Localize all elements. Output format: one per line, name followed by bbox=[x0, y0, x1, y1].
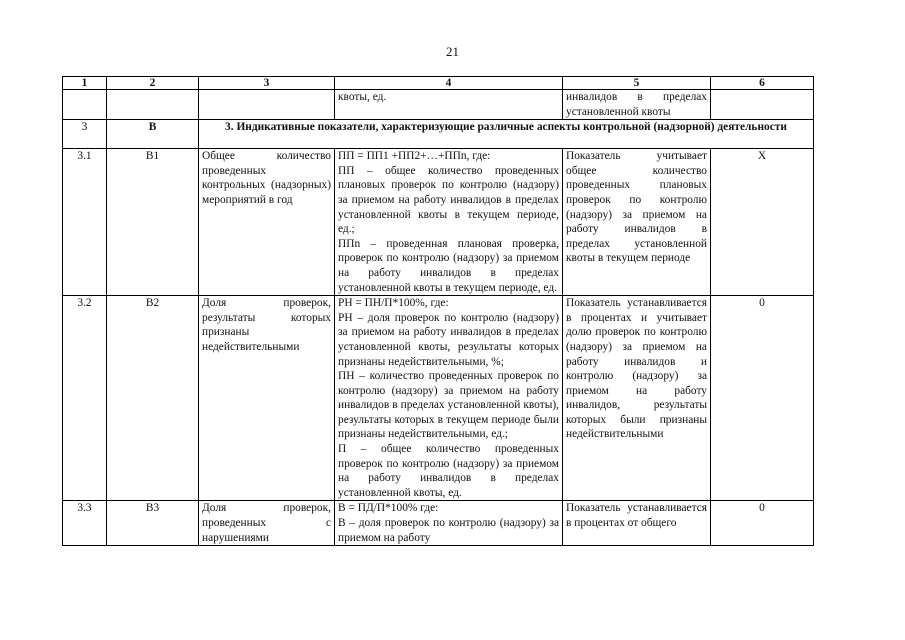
indicator-comment: Показатель учитывает общее количество проведенных плановых проверок по контролю (надзору) за приемом на работу инвалидов в пределах установленной квоты в текущем периоде bbox=[563, 149, 711, 296]
formula-cell bbox=[335, 149, 563, 296]
section-code: В bbox=[107, 120, 199, 149]
table-row bbox=[63, 149, 814, 296]
continuation-number bbox=[63, 90, 107, 120]
column-header-4: 4 bbox=[335, 77, 563, 90]
column-header-2: 2 bbox=[107, 77, 199, 90]
continuation-target bbox=[711, 90, 814, 120]
section-number: 3 bbox=[63, 120, 107, 149]
table-row bbox=[63, 501, 814, 546]
continuation-comment: инвалидов в пределах установленной квоты bbox=[563, 90, 711, 120]
continuation-code bbox=[107, 90, 199, 120]
formula-cell bbox=[335, 501, 563, 546]
table-row bbox=[63, 296, 814, 501]
formula-definition: ППn – проведенная плановая проверка, проверок по контролю (надзору) за приемом на работу инвалидов в пределах установленной квоты в текущем периоде, ед. bbox=[338, 237, 559, 294]
indicator-comment: Показатель устанавливается в процентах и учитывает долю проверок по контролю (надзору) за приемом на работу инвалидов и контролю (надзору) за приемом на работу инвалидов, результаты которых были признаны недействительными bbox=[563, 296, 711, 501]
column-header-5: 5 bbox=[563, 77, 711, 90]
indicator-comment: Показатель устанавливается в процентах от общего bbox=[563, 501, 711, 546]
column-header-1: 1 bbox=[63, 77, 107, 90]
formula: ПП = ПП1 +ПП2+…+ППn, где: bbox=[338, 150, 491, 163]
section-row bbox=[63, 120, 814, 149]
row-code: В1 bbox=[107, 149, 199, 296]
formula-definition: П – общее количество проведенных проверок по контролю (надзору) за приемом на работу инвалидов в пределах установленной квоты, ед. bbox=[338, 443, 559, 499]
formula-definition: В – доля проверок по контролю (надзору) за приемом на работу bbox=[338, 517, 559, 544]
formula-definition: РН – доля проверок по контролю (надзору) за приемом на работу инвалидов в пределах установленной квоты, результаты которых признаны недействительными, %; bbox=[338, 311, 559, 368]
indicator-name: Общее количество проведенных контрольных (надзорных) мероприятий в год bbox=[199, 149, 335, 296]
continuation-name bbox=[199, 90, 335, 120]
row-code: В3 bbox=[107, 501, 199, 546]
continuation-formula: квоты, ед. bbox=[335, 90, 563, 120]
formula: В = ПД/П*100% где: bbox=[338, 502, 439, 515]
section-title: 3. Индикативные показатели, характеризующие различные аспекты контрольной (надзорной) деятельности bbox=[199, 120, 814, 149]
column-header-6: 6 bbox=[711, 77, 814, 90]
indicator-name: Доля проверок, проведенных с нарушениями bbox=[199, 501, 335, 546]
formula-cell bbox=[335, 296, 563, 501]
page-number: 21 bbox=[446, 44, 459, 59]
column-header-3: 3 bbox=[199, 77, 335, 90]
formula-definition: ПН – количество проведенных проверок по контролю (надзору) за приемом на работу инвалидов в пределах установленной квоты), результаты которых в текущем периоде были признаны недействительными, ед.; bbox=[338, 370, 559, 441]
target-value: 0 bbox=[711, 501, 814, 546]
row-number: 3.3 bbox=[63, 501, 107, 546]
row-number: 3.1 bbox=[63, 149, 107, 296]
formula: РН = ПН/П*100%, где: bbox=[338, 297, 449, 310]
target-value: Х bbox=[711, 149, 814, 296]
formula-definition: ПП – общее количество проведенных плановых проверок по контролю (надзору) за приемом на работу инвалидов в пределах установленной квоты в текущем периоде, ед.; bbox=[338, 164, 559, 236]
row-code: В2 bbox=[107, 296, 199, 501]
indicator-name: Доля проверок, результаты которых признаны недействительными bbox=[199, 296, 335, 501]
column-number-row bbox=[63, 77, 814, 90]
continuation-row bbox=[63, 90, 814, 120]
target-value: 0 bbox=[711, 296, 814, 501]
row-number: 3.2 bbox=[63, 296, 107, 501]
indicators-table bbox=[62, 76, 814, 546]
